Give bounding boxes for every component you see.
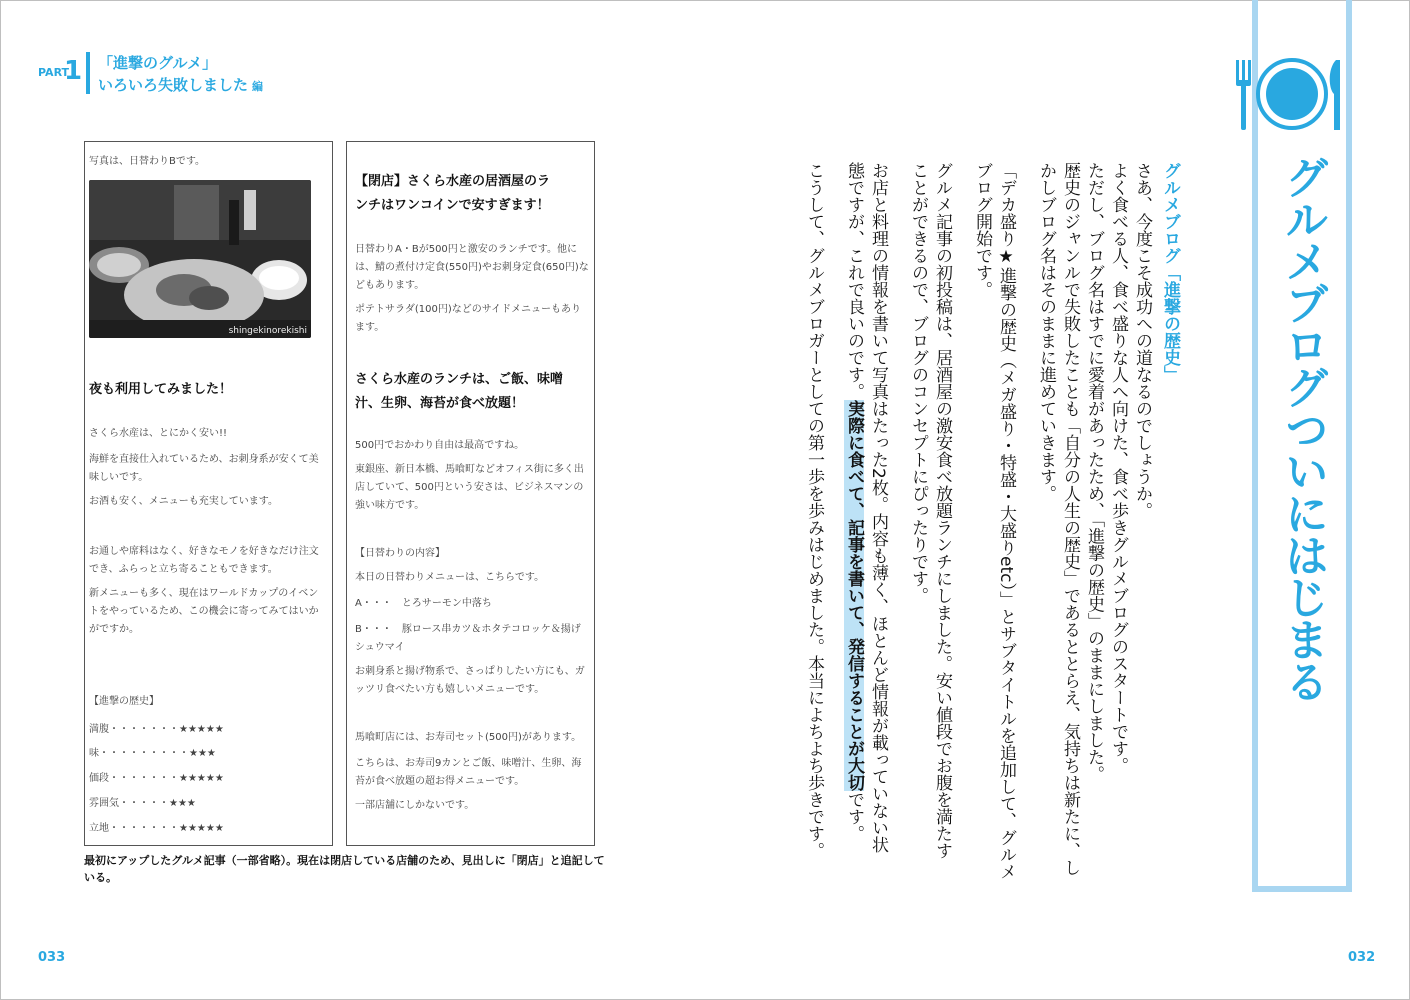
left-box-heading: 夜も利用してみました！ xyxy=(89,382,233,397)
right-box-paragraph: は、鯖の煮付け定食(550円)やお刺身定食(650円)な xyxy=(355,262,589,273)
chapter-title: グルメブログついにはじまる xyxy=(1277,155,1328,701)
blog-screenshot-right xyxy=(346,141,595,846)
right-box-paragraph: 東銀座、新日本橋、馬喰町などオフィス街に多く出 xyxy=(355,464,584,475)
header-title-line2 xyxy=(98,74,263,95)
body-column: ただし、ブログ名はすでに愛着があったため、「進撃の歴史」のままにしました。 xyxy=(1084,162,1104,783)
header-title-line1: 「進撃のグルメ」 xyxy=(98,54,218,72)
section-title: グルメブログ「進撃の歴史」 xyxy=(1160,162,1180,383)
right-box-paragraph: シュウマイ xyxy=(355,642,405,653)
right-box-paragraph: 500円でおかわり自由は最高ですね。 xyxy=(355,440,525,451)
rating-row: 味・・・・・・・・・★★★ xyxy=(89,748,216,759)
fork-plate-knife-icon xyxy=(1232,56,1352,136)
right-box-heading2: 汁、生卵、海苔が食べ放題！ xyxy=(355,396,525,411)
blog-screenshot-left xyxy=(84,141,333,846)
part-label: PART xyxy=(38,66,70,79)
right-box-paragraph: 本日の日替わりメニューは、こちらです。 xyxy=(355,572,545,583)
right-box-paragraph: どもあります。 xyxy=(355,280,425,291)
right-box-heading1: 【閉店】さくら水産の居酒屋のラ xyxy=(355,174,551,189)
highlighted-text: 実際に食べて、記事を書いて、発信することが大切 xyxy=(844,400,864,791)
figure-caption: 最初にアップしたグルメ記事（一部省略）。現在は閉店している店舗のため、見出しに「閉店」と追記している。 xyxy=(84,854,605,884)
right-box-heading1: ンチはワンコインで安すぎます！ xyxy=(355,198,550,213)
rating-row: 満腹・・・・・・・★★★★★ xyxy=(89,724,224,735)
right-box-paragraph: B・・・ 豚ロース串カツ＆ホタテコロッケ＆揚げ xyxy=(355,624,581,635)
body-column: ことができるので、ブログのコンセプトにぴったりです。 xyxy=(908,162,928,604)
food-photo xyxy=(89,180,311,338)
right-box-paragraph: お刺身系と揚げ物系で、さっぱりしたい方にも、ガ xyxy=(355,666,585,677)
header-bar xyxy=(86,52,90,94)
body-column xyxy=(842,162,866,842)
body-column: お店と料理の情報を書いて写真はたった2枚。内容も薄く、ほとんど情報が載っていない状 xyxy=(868,162,888,853)
left-box-paragraph: でき、ふらっと立ち寄ることもできます。 xyxy=(89,564,278,575)
right-box-paragraph: 一部店舗にしかないです。 xyxy=(355,800,475,811)
header-title-suffix: 編 xyxy=(252,80,264,93)
left-box-paragraph: がですか。 xyxy=(89,624,139,635)
right-box-paragraph: A・・・ とろサーモン中落ち xyxy=(355,598,492,609)
right-box-paragraph: 強い味方です。 xyxy=(355,500,425,511)
left-box-paragraph: お酒も安く、メニューも充実しています。 xyxy=(89,496,278,507)
right-box-heading2: さくら水産のランチは、ご飯、味噌 xyxy=(355,372,564,387)
left-box-paragraph: 味しいです。 xyxy=(89,472,149,483)
food-photo-image xyxy=(89,180,311,338)
body-column: 「デカ盛り★進撃の歴史（メガ盛り・特盛・大盛りetc）」とサブタイトルを追加して、グルメ xyxy=(996,162,1016,880)
body-column: よく食べる人、食べ盛りな人へ向けた、食べ歩きグルメブログのスタートです。 xyxy=(1108,162,1128,774)
left-box-paragraph: 新メニューも多く、現在はワールドカップのイベン xyxy=(89,588,319,599)
right-box-paragraph: 店していて、500円という安さは、ビジネスマンの xyxy=(355,482,584,493)
body-column-text: です。 xyxy=(844,791,864,842)
right-box-paragraph: ポテトサラダ(100円)などのサイドメニューもあり xyxy=(355,304,581,315)
left-box-paragraph: 海鮮を直接仕入れているため、お刺身系が安くて美 xyxy=(89,454,319,465)
body-column-text: 態ですが、これで良いのです。 xyxy=(844,162,864,400)
photo-label: 写真は、日替わりBです。 xyxy=(89,156,206,167)
header-title-line2-text: いろいろ失敗しました xyxy=(98,76,249,94)
body-column: さあ、今度こそ成功への道なるのでしょうか。 xyxy=(1132,162,1152,519)
body-column: こうして、グルメブロガーとしての第一歩を歩みはじめました。本当によちよち歩きです。 xyxy=(804,162,824,859)
left-box-paragraph: お通しや席料はなく、好きなモノを好きなだけ注文 xyxy=(89,546,319,557)
body-column: 歴史のジャンルで失敗したことも「自分の人生の歴史」であるととらえ、気持ちは新たに、し xyxy=(1060,162,1080,876)
left-box-paragraph: トをやっているため、この機会に寄ってみてはいか xyxy=(89,606,319,617)
right-box-paragraph: 【日替わりの内容】 xyxy=(355,548,445,559)
rating-title: 【進撃の歴史】 xyxy=(89,696,159,707)
rating-row: 立地・・・・・・・★★★★★ xyxy=(89,823,224,834)
page-number-left: 033 xyxy=(38,950,66,965)
body-column: ブログ開始です。 xyxy=(972,162,992,298)
body-column: グルメ記事の初投稿は、居酒屋の激安食べ放題ランチにしました。安い値段でお腹を満たす xyxy=(932,162,952,859)
right-box-paragraph: 馬喰町店には、お寿司セット(500円)があります。 xyxy=(355,732,582,743)
right-box-paragraph: ッツリ食べたい方も嬉しいメニューです。 xyxy=(355,684,545,695)
left-box-paragraph: さくら水産は、とにかく安い!! xyxy=(89,428,228,439)
rating-row: 価段・・・・・・・★★★★★ xyxy=(89,773,224,784)
rating-row: 雰囲気・・・・・★★★ xyxy=(89,798,196,809)
right-box-paragraph: 日替わりA・Bが500円と激安のランチです。他に xyxy=(355,244,577,255)
page-number-right: 032 xyxy=(1348,950,1376,965)
right-box-paragraph: こちらは、お寿司9カンとご飯、味噌汁、生卵、海 xyxy=(355,758,582,769)
body-column: かしブログ名はそのままに進めていきます。 xyxy=(1036,162,1056,502)
photo-watermark: shingekinorekishi xyxy=(228,326,307,336)
part-number: 1 xyxy=(64,56,83,86)
right-box-paragraph: 苔が食べ放題の超お得メニューです。 xyxy=(355,776,525,787)
right-box-paragraph: ます。 xyxy=(355,322,385,333)
